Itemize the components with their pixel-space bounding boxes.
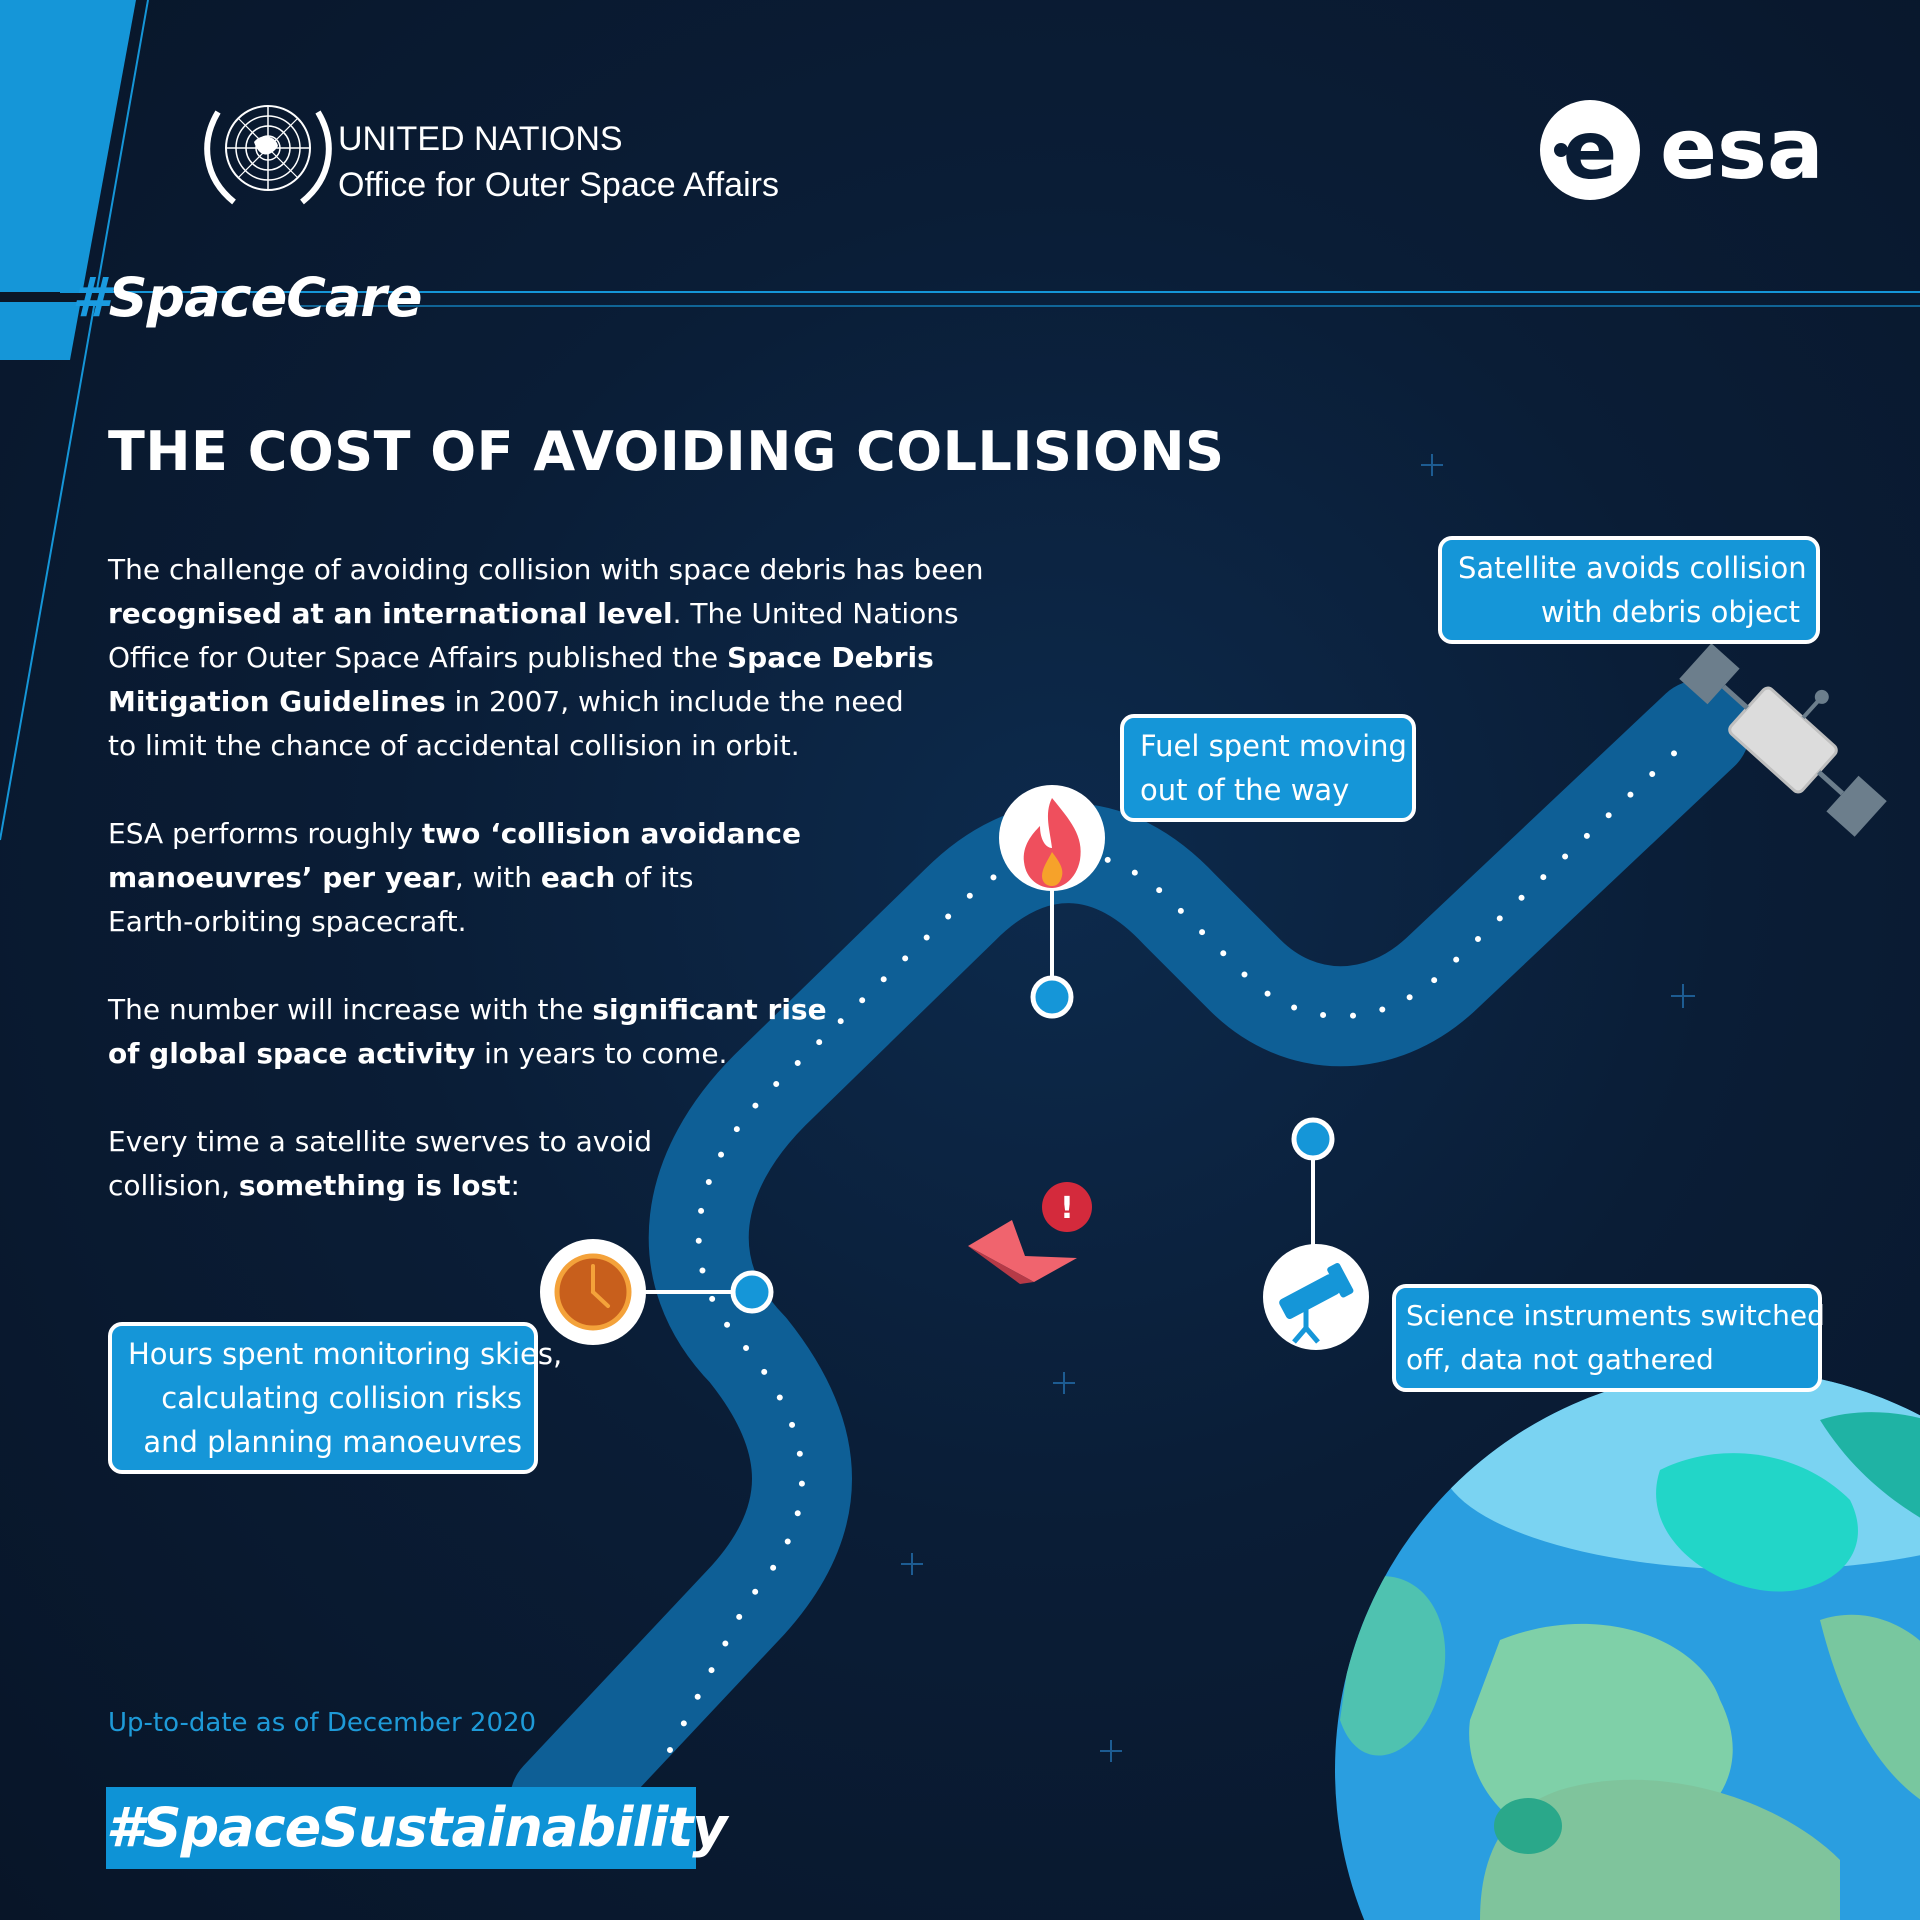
callout-fuel-spent — [1120, 714, 1416, 822]
paragraph-4 — [108, 1120, 1008, 1208]
p2-seg: Earth-orbiting spacecraft. — [108, 905, 467, 938]
paragraph-1 — [108, 548, 1008, 768]
path-node-fuel — [1033, 978, 1071, 1016]
callout-line: Hours spent monitoring skies, — [128, 1337, 563, 1371]
callout-hours-spent — [108, 1322, 563, 1474]
path-node-hours — [733, 1273, 771, 1311]
hashtag-spacesustainability: #SpaceSustainability — [106, 1787, 696, 1869]
callout-line: with debris object — [1540, 595, 1800, 629]
p3-seg: of global space activity — [108, 1037, 476, 1070]
warning-glyph: ! — [1060, 1191, 1074, 1226]
p1-seg: Mitigation Guidelines — [108, 685, 446, 718]
un-line-2: Office for Outer Space Affairs — [338, 166, 779, 204]
p4-seg: something is lost — [238, 1169, 511, 1202]
un-office-name — [338, 116, 779, 208]
callout-line: Fuel spent moving — [1140, 729, 1407, 763]
telescope-icon — [1263, 1244, 1369, 1350]
p1-seg: recognised at an international level — [108, 597, 673, 630]
esa-logo — [1540, 100, 1824, 200]
paragraph-2 — [108, 812, 1008, 944]
callout-line: off, data not gathered — [1406, 1343, 1714, 1376]
callout-line: Satellite avoids collision — [1458, 551, 1807, 585]
p2-seg: , with — [454, 861, 541, 894]
hashtag-spacecare — [72, 266, 422, 329]
p3-seg: The number will increase with the — [108, 993, 593, 1026]
callout-line: Science instruments switched — [1406, 1299, 1825, 1332]
path-node-science — [1294, 1120, 1332, 1158]
p3-seg: in years to come. — [475, 1037, 728, 1070]
hashtag-symbol: # — [72, 266, 109, 329]
p2-seg: each — [540, 861, 616, 894]
callout-satellite-avoids — [1438, 536, 1820, 644]
p4-seg: collision, — [108, 1169, 239, 1202]
date-note: Up-to-date as of December 2020 — [108, 1708, 537, 1738]
callout-science-instruments — [1392, 1284, 1825, 1392]
paragraph-3 — [108, 988, 1008, 1076]
p2-seg: ESA performs roughly — [108, 817, 422, 850]
p1-seg: Office for Outer Space Affairs published the — [108, 641, 727, 674]
warning-icon — [1042, 1182, 1092, 1232]
esa-wordmark: esa — [1660, 100, 1824, 198]
p3-seg: significant rise — [592, 993, 827, 1026]
clock-icon — [540, 1239, 646, 1345]
p2-seg: manoeuvres’ per year — [108, 861, 455, 894]
p4-seg: : — [510, 1169, 520, 1202]
un-line-1: UNITED NATIONS — [338, 120, 623, 158]
svg-text:e: e — [1562, 104, 1618, 197]
hashtag-word: SpaceCare — [108, 266, 422, 329]
p1-seg: . The United Nations — [672, 597, 959, 630]
un-emblem-icon — [207, 106, 329, 202]
earth-icon — [1335, 1350, 1920, 1920]
p1-seg: in 2007, which include the need — [445, 685, 904, 718]
p4-seg: Every time a satellite swerves to avoid — [108, 1125, 653, 1158]
callout-line: and planning manoeuvres — [143, 1425, 522, 1459]
p1-seg: The challenge of avoiding collision with space debris has been — [108, 553, 984, 586]
p2-seg: of its — [615, 861, 694, 894]
page-title: THE COST OF AVOIDING COLLISIONS — [108, 420, 1225, 483]
callout-line: out of the way — [1140, 773, 1350, 807]
callout-line: calculating collision risks — [161, 1381, 522, 1415]
p1-seg: to limit the chance of accidental collision in orbit. — [108, 729, 800, 762]
p1-seg: Space Debris — [726, 641, 934, 674]
p2-seg: two ‘collision avoidance — [421, 817, 801, 850]
fire-icon — [999, 785, 1105, 891]
